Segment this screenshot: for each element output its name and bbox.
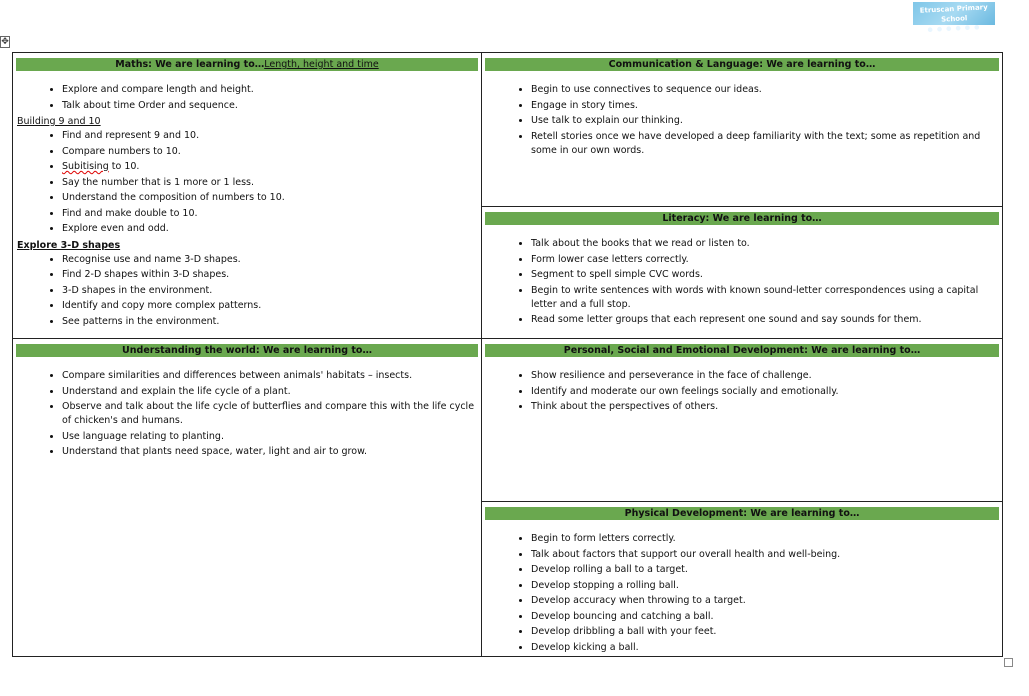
literacy-cell [481,206,1003,339]
list-item: • Use talk to explain our thinking. [531,114,998,128]
understanding-world-cell [12,338,482,657]
table-resize-handle[interactable] [1004,658,1013,667]
communication-header: Communication & Language: We are learning to… [485,58,999,71]
communication-body [486,83,998,159]
list-item: • Observe and talk about the life cycle of butterflies and compare this with the life cycle of chicken's and humans. [62,400,477,428]
understanding-world-body [17,369,477,461]
literacy-header: Literacy: We are learning to… [485,212,999,225]
list-item: • Develop accuracy when throwing to a target. [531,594,998,608]
spelling-flagged-word[interactable]: Subitising [62,161,109,172]
maths-cell [12,52,482,339]
list-item: • Find and make double to 10. [62,207,477,221]
list-item: • Develop bouncing and catching a ball. [531,610,998,624]
psed-body [486,369,998,416]
communication-list [486,83,998,158]
list-item: • Understand that plants need space, water, light and air to grow. [62,445,477,459]
maths-building-list [17,129,477,236]
maths-body [17,83,477,330]
maths-subheading-shapes: Explore 3-D shapes [17,239,121,251]
list-item: • Compare similarities and differences between animals' habitats – insects. [62,369,477,383]
understanding-world-header: Understanding the world: We are learning to… [16,344,478,357]
psed-header: Personal, Social and Emotional Development: We are learning to… [485,344,999,357]
literacy-list [486,237,998,327]
list-item: • Begin to write sentences with words with known sound-letter correspondences using a capital letter and a full stop. [531,284,998,312]
list-item: • Find 2-D shapes within 3-D shapes. [62,268,477,282]
table-move-handle-icon[interactable]: ✥ [1,37,9,47]
list-item: • Understand and explain the life cycle of a plant. [62,385,477,399]
list-item: • Find and represent 9 and 10. [62,129,477,143]
list-item: • Talk about time Order and sequence. [62,99,477,113]
list-item: • Develop dribbling a ball with your feet. [531,625,998,639]
list-item: • Identify and copy more complex patterns. [62,299,477,313]
list-item: • Explore and compare length and height. [62,83,477,97]
list-item: • Develop rolling a ball to a target. [531,563,998,577]
physical-cell [481,501,1003,657]
list-item: • Use language relating to planting. [62,430,477,444]
understanding-world-list [17,369,477,459]
list-item: • Talk about factors that support our overall health and well-being. [531,548,998,562]
list-item: • Explore even and odd. [62,222,477,236]
maths-shapes-list [17,253,477,329]
curriculum-table [12,52,1003,657]
physical-list [486,532,998,655]
list-item: • Form lower case letters correctly. [531,253,998,267]
physical-body [486,532,998,656]
list-item: • Show resilience and perseverance in the face of challenge. [531,369,998,383]
list-item: • Compare numbers to 10. [62,145,477,159]
school-logo: Etruscan Primary School ● ● ● ● ● ● [913,2,995,25]
list-item: • 3-D shapes in the environment. [62,284,477,298]
list-item: • Segment to spell simple CVC words. [531,268,998,282]
list-item: • Read some letter groups that each represent one sound and say sounds for them. [531,313,998,327]
list-item: • Develop kicking a ball. [531,641,998,655]
list-item: • Think about the perspectives of others. [531,400,998,414]
list-item: • Recognise use and name 3-D shapes. [62,253,477,267]
maths-header: Maths: We are learning to…Length, height and time [16,58,478,71]
psed-list [486,369,998,414]
list-item: • Subitising to 10. [62,160,477,174]
list-item: • See patterns in the environment. [62,315,477,329]
list-item: • Begin to use connectives to sequence our ideas. [531,83,998,97]
list-item: • Understand the composition of numbers to 10. [62,191,477,205]
list-item: • Identify and moderate our own feelings socially and emotionally. [531,385,998,399]
literacy-body [486,237,998,329]
list-item: • Develop stopping a rolling ball. [531,579,998,593]
communication-cell [481,52,1003,207]
list-item: • Engage in story times. [531,99,998,113]
maths-subheading-building: Building 9 and 10 [17,116,101,127]
list-item: • Say the number that is 1 more or 1 less. [62,176,477,190]
list-item: • Begin to form letters correctly. [531,532,998,546]
logo-text: Etruscan Primary School [919,3,988,24]
psed-cell [481,338,1003,502]
physical-header: Physical Development: We are learning to… [485,507,999,520]
list-item: • Talk about the books that we read or listen to. [531,237,998,251]
list-item: • Retell stories once we have developed a deep familiarity with the text; some as repetition and some in our own words. [531,130,998,158]
maths-intro-list [17,83,477,113]
